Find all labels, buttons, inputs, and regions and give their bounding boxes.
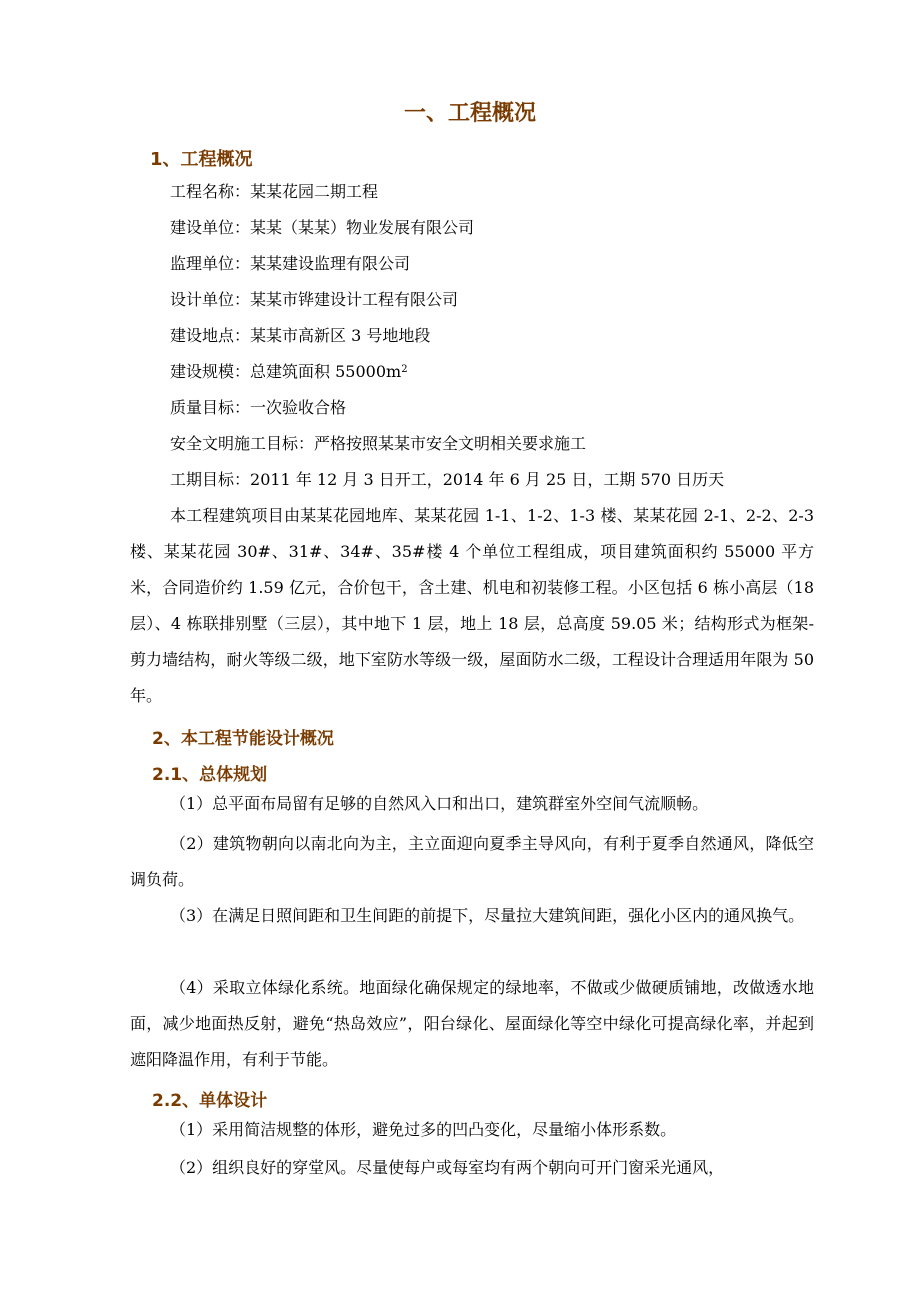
field-value: 总建筑面积 55000m [250, 362, 402, 381]
field-value: 2011 年 12 月 3 日开工，2014 年 6 月 25 日，工期 570 日历天 [250, 470, 725, 489]
field-designer [170, 288, 458, 312]
field-scale [170, 360, 408, 384]
field-value: 某某市高新区 3 号地地段 [250, 326, 431, 345]
planning-item-1: （1）总平面布局留有足够的自然风入口和出口，建筑群室外空间气流顺畅。 [170, 794, 709, 813]
planning-item-2: （2）建筑物朝向以南北向为主，主立面迎向夏季主导风向，有利于夏季自然通风，降低空调负荷。 [130, 834, 814, 889]
field-location [170, 324, 430, 348]
planning-item-4: （4）采取立体绿化系统。地面绿化确保规定的绿地率，不做或少做硬质铺地，改做透水地面，减少地面热反射，避免“热岛效应”，阳台绿化、屋面绿化等空中绿化可提高绿化率，并起到遮阳降温作用，有利于节能。 [130, 978, 814, 1069]
field-project-name [170, 180, 378, 204]
field-label: 工期目标： [170, 470, 251, 489]
field-label: 建设规模： [170, 362, 251, 381]
field-quality [170, 396, 346, 420]
design-item-1: （1）采用简洁规整的体形，避免过多的凹凸变化，尽量缩小体形系数。 [170, 1120, 677, 1139]
field-label: 设计单位： [170, 290, 251, 309]
field-label: 监理单位： [170, 254, 251, 273]
field-value: 某某市铧建设计工程有限公司 [250, 290, 459, 309]
field-label: 建设地点： [170, 326, 251, 345]
section-2-1-heading: 2.1、总体规划 [152, 765, 268, 785]
planning-item-3: （3）在满足日照间距和卫生间距的前提下，尽量拉大建筑间距，强化小区内的通风换气。 [170, 906, 805, 925]
field-supervisor [170, 252, 410, 276]
section-1-heading: 1、工程概况 [150, 149, 253, 170]
section-2-2-heading: 2.2、单体设计 [152, 1091, 268, 1111]
field-label: 质量目标： [170, 398, 251, 417]
page-title: 一、工程概况 [403, 101, 536, 126]
field-value: 某某花园二期工程 [250, 182, 379, 201]
field-value: 严格按照某某市安全文明相关要求施工 [314, 434, 587, 453]
design-item-2: （2）组织良好的穿堂风。尽量使每户或每室均有两个朝向可开门窗采光通风， [170, 1158, 725, 1177]
section-2-heading: 2、本工程节能设计概况 [152, 729, 334, 749]
field-value: 某某（某某）物业发展有限公司 [250, 218, 475, 237]
superscript: 2 [401, 364, 408, 375]
field-label: 建设单位： [170, 218, 251, 237]
field-safety [170, 432, 586, 456]
field-label: 工程名称： [170, 182, 251, 201]
field-developer [170, 216, 474, 240]
field-value: 某某建设监理有限公司 [250, 254, 411, 273]
field-schedule [170, 468, 724, 492]
field-label: 安全文明施工目标： [170, 434, 315, 453]
project-description: 本工程建筑项目由某某花园地库、某某花园 1-1、1-2、1-3 楼、某某花园 2-1、2-2、2-3 楼、某某花园 30#、31#、34#、35#楼 4 个单位工程组成，项目建筑面积约 55000 平方米，合同造价约 1.59 亿元，合价包干，含土建、机电和初装修工程。小区包括 6 栋小高层（18 层）、4 栋联排别墅（三层），其中地下 1 层，地上 18 层，总高度 59.05 米；结构形式为框架-剪力墙结构，耐火等级二级，地下室防水等级一级，屋面防水二级，工程设计合理适用年限为 50 年。 [130, 506, 814, 705]
field-value: 一次验收合格 [250, 398, 347, 417]
